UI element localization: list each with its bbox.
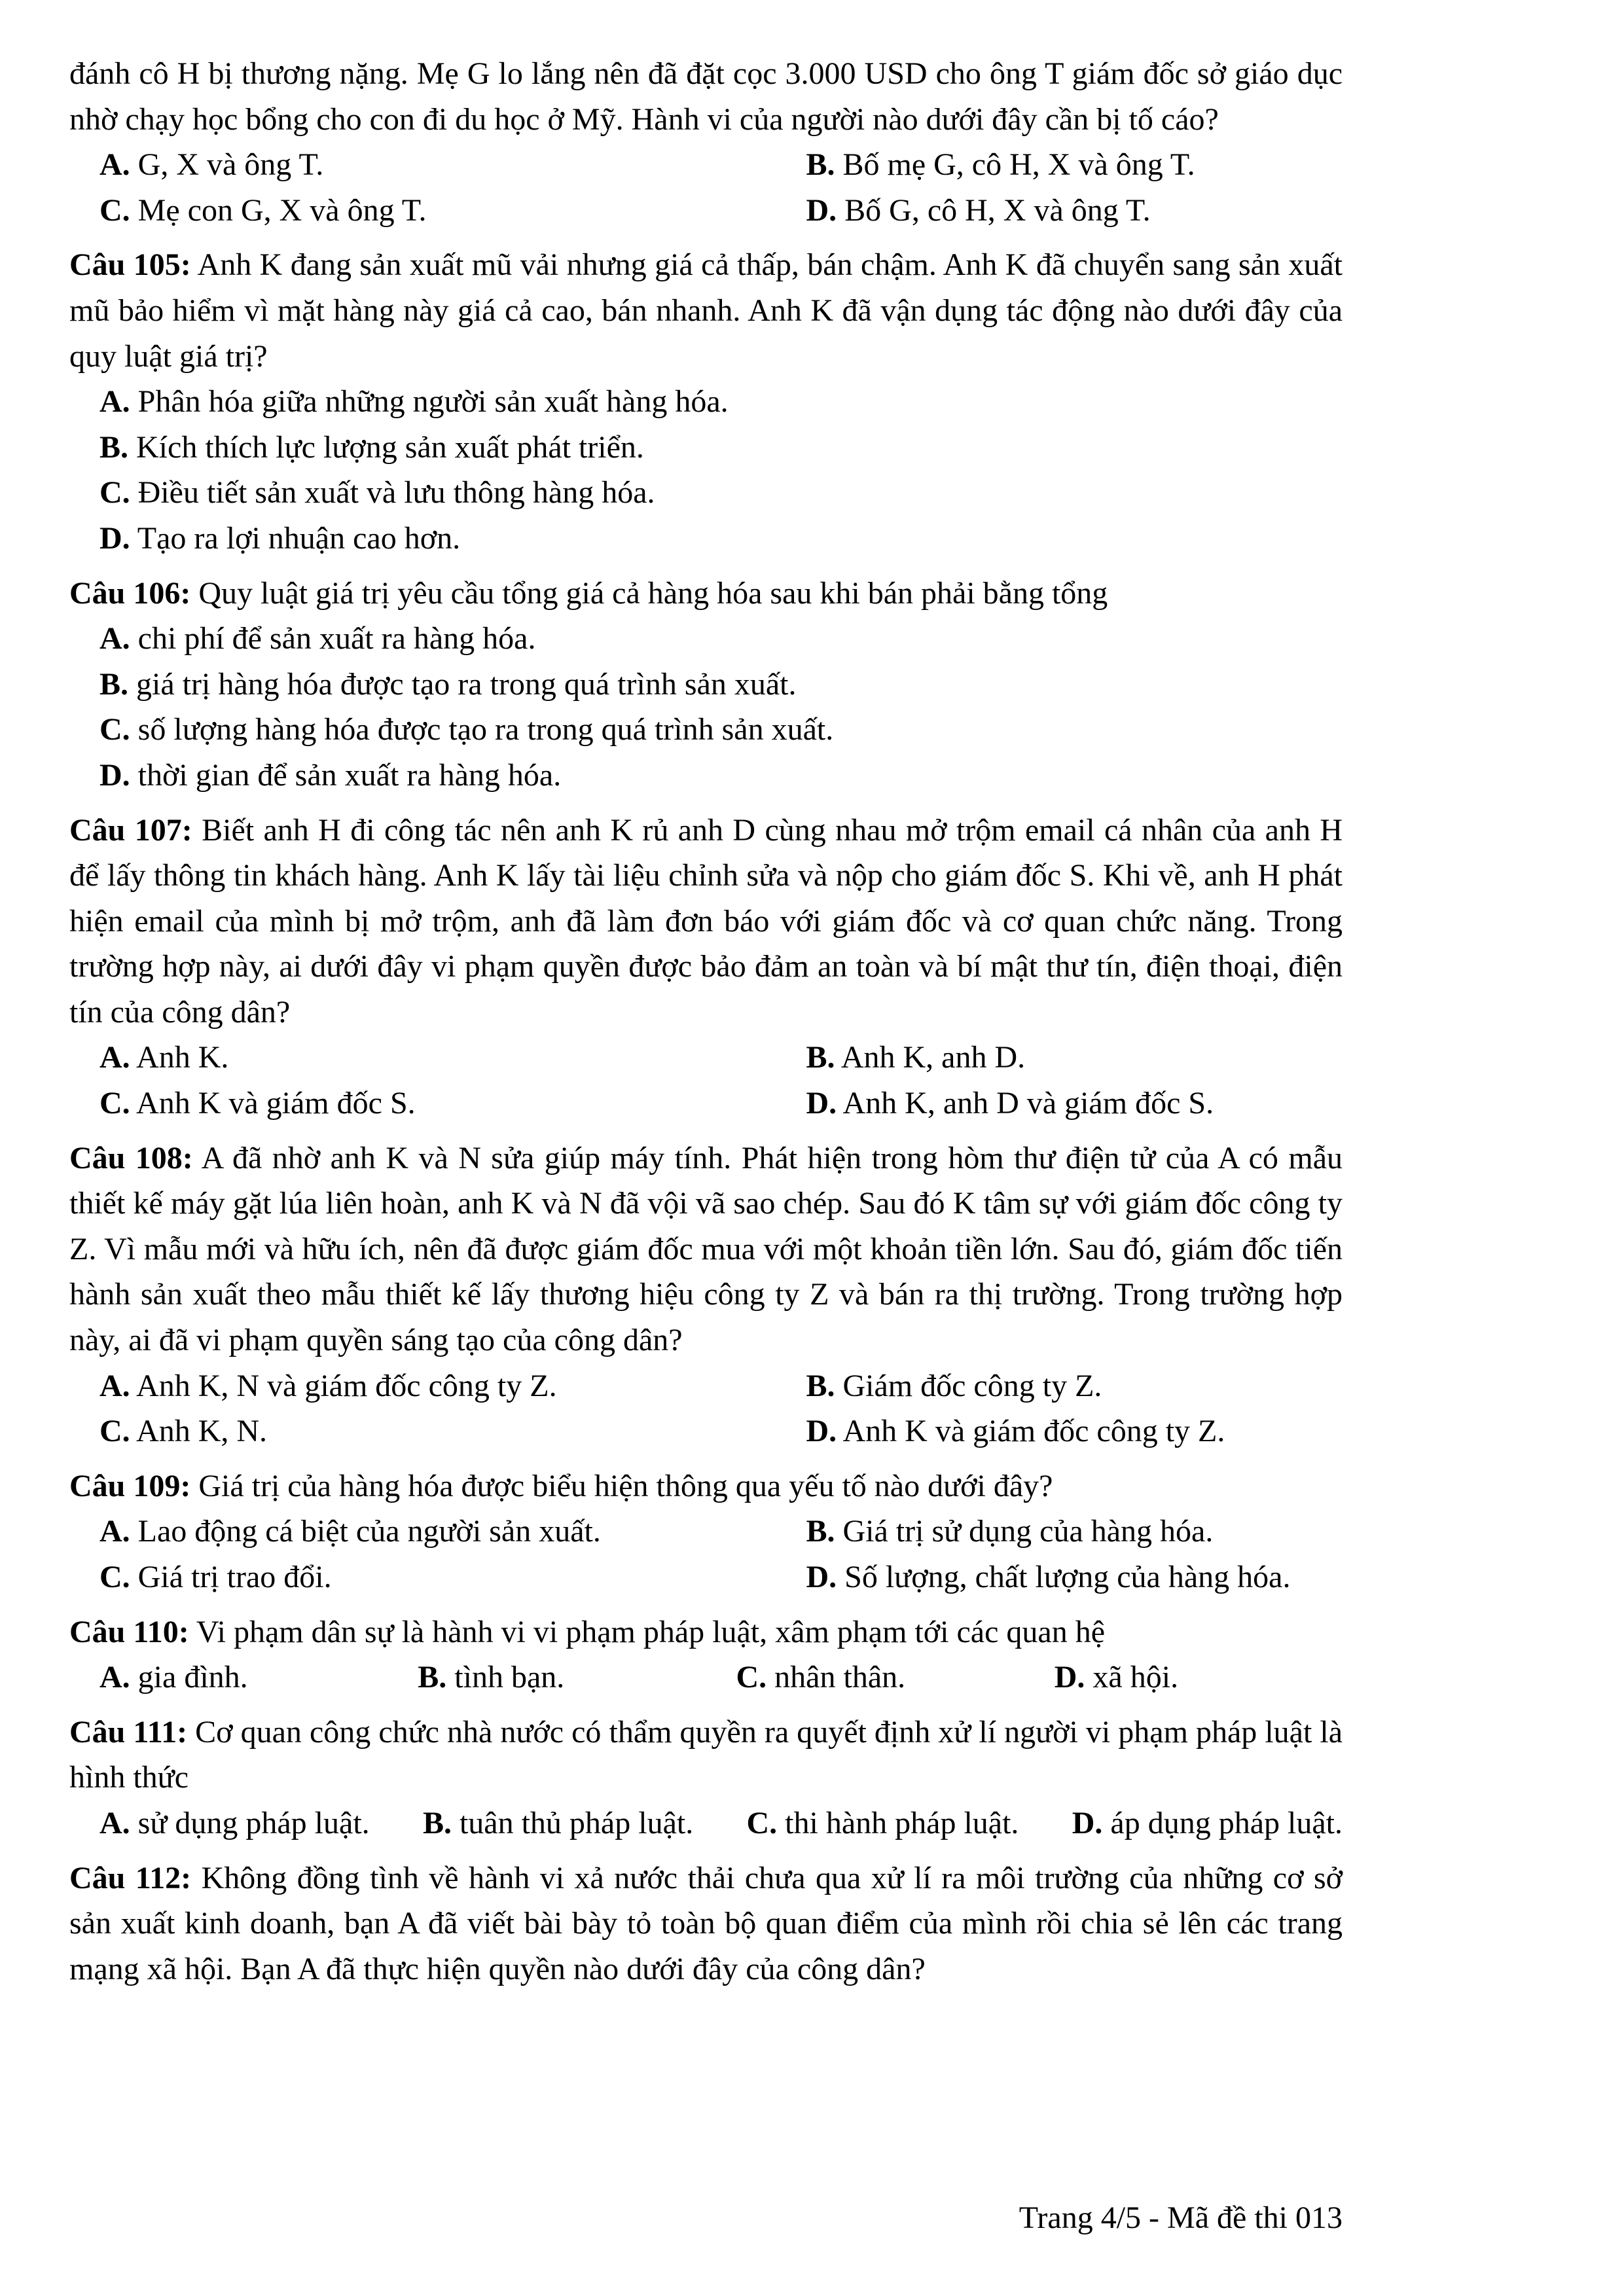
- question-number: Câu 106:: [69, 575, 191, 611]
- option-letter: A.: [99, 1368, 130, 1403]
- option-letter: A.: [99, 1040, 130, 1075]
- option-text: thời gian để sản xuất ra hàng hóa.: [130, 757, 562, 793]
- question-number: Câu 110:: [69, 1614, 189, 1649]
- answer-option: [69, 662, 1343, 708]
- option-text: G, X và ông T.: [130, 147, 324, 183]
- option-text: Phân hóa giữa những người sản xuất hàng hóa.: [130, 384, 729, 420]
- option-letter: C.: [736, 1660, 767, 1695]
- option-text: Bố mẹ G, cô H, X và ông T.: [835, 147, 1195, 183]
- question-statement: Quy luật giá trị yêu cầu tổng giá cả hàng hóa sau khi bán phải bằng tổng: [190, 575, 1108, 611]
- option-letter: D.: [806, 1086, 837, 1121]
- option-letter: A.: [99, 147, 130, 183]
- option-letter: A.: [99, 621, 130, 656]
- answer-option: [69, 379, 1343, 425]
- answer-option: [69, 1509, 776, 1554]
- option-text: Điều tiết sản xuất và lưu thông hàng hóa.: [130, 475, 655, 511]
- option-text: nhân thân.: [767, 1660, 906, 1695]
- options-group: [69, 616, 1343, 798]
- question-block: [69, 1136, 1343, 1454]
- answer-option: [706, 1655, 1024, 1700]
- option-letter: D.: [806, 1560, 837, 1594]
- option-text: Giám đốc công ty Z.: [835, 1368, 1102, 1403]
- answer-option: [69, 707, 1343, 753]
- option-letter: B.: [806, 1040, 835, 1075]
- question-text: [69, 1463, 1343, 1509]
- option-text: xã hội.: [1085, 1660, 1179, 1695]
- option-text: Anh K và giám đốc công ty Z.: [837, 1414, 1225, 1449]
- answer-option: [776, 188, 1343, 234]
- option-letter: A.: [99, 1514, 130, 1549]
- option-letter: C.: [99, 1086, 130, 1121]
- option-letter: B.: [806, 1368, 835, 1403]
- option-text: chi phí để sản xuất ra hàng hóa.: [130, 621, 536, 656]
- option-text: gia đình.: [130, 1660, 248, 1695]
- options-group: [69, 1801, 1343, 1846]
- answer-option: [388, 1655, 706, 1700]
- question-block: [69, 1609, 1343, 1700]
- option-letter: D.: [99, 757, 130, 793]
- option-text: Kích thích lực lượng sản xuất phát triển.: [128, 429, 644, 465]
- option-letter: C.: [99, 192, 130, 228]
- question-block: [69, 571, 1343, 798]
- question-number: Câu 109:: [69, 1468, 191, 1503]
- option-text: Anh K.: [130, 1040, 229, 1075]
- answer-option: [776, 1408, 1343, 1454]
- option-letter: B.: [418, 1660, 447, 1695]
- answer-option: [776, 1554, 1343, 1600]
- option-text: số lượng hàng hóa được tạo ra trong quá trình sản xuất.: [130, 712, 834, 747]
- question-number: Câu 105:: [69, 247, 191, 283]
- question-statement: Không đồng tình về hành vi xả nước thải chưa qua xử lí ra môi trường của những cơ sở sản xuất kinh doanh, bạn A đã viết bài bày tỏ toàn bộ quan điểm của mình rồi chia sẻ lên các trang mạng xã hội. Bạn A đã thực hiện quyền nào dưới đây của công dân?: [69, 1860, 1343, 1986]
- option-text: Mẹ con G, X và ông T.: [130, 192, 427, 228]
- question-number: Câu 108:: [69, 1140, 193, 1175]
- question-text: [69, 571, 1343, 617]
- option-letter: B.: [99, 666, 129, 702]
- answer-option: [776, 1081, 1343, 1126]
- option-text: Anh K và giám đốc S.: [130, 1086, 416, 1121]
- option-text: Anh K, N và giám đốc công ty Z.: [130, 1368, 557, 1403]
- option-text: Anh K, anh D.: [835, 1040, 1026, 1075]
- question-statement: Vi phạm dân sự là hành vi vi phạm pháp luật, xâm phạm tới các quan hệ: [189, 1614, 1105, 1649]
- answer-option: [747, 1801, 1019, 1846]
- answer-option: [69, 142, 776, 188]
- question-block: [69, 1856, 1343, 1992]
- option-letter: C.: [99, 1414, 130, 1449]
- option-letter: C.: [99, 712, 130, 747]
- options-group: [69, 1363, 1343, 1454]
- option-text: thi hành pháp luật.: [777, 1805, 1019, 1840]
- question-block: [69, 1463, 1343, 1600]
- option-text: Lao động cá biệt của người sản xuất.: [130, 1514, 601, 1549]
- answer-option: [69, 1035, 776, 1081]
- option-letter: A.: [99, 1660, 130, 1695]
- answer-option: [69, 753, 1343, 798]
- option-letter: C.: [746, 1805, 778, 1840]
- option-text: Anh K, N.: [130, 1414, 268, 1449]
- question-block: [69, 51, 1343, 233]
- question-statement: đánh cô H bị thương nặng. Mẹ G lo lắng nên đã đặt cọc 3.000 USD cho ông T giám đốc sở giáo dục nhờ chạy học bổng cho con đi du học ở Mỹ. Hành vi của người nào dưới đây cần bị tố cáo?: [69, 56, 1343, 137]
- answer-option: [69, 616, 1343, 662]
- question-text: [69, 1136, 1343, 1363]
- option-letter: A.: [99, 384, 130, 420]
- option-letter: D.: [99, 520, 130, 556]
- question-number: Câu 112:: [69, 1860, 192, 1895]
- option-text: Giá trị sử dụng của hàng hóa.: [835, 1514, 1214, 1549]
- option-letter: B.: [806, 1514, 835, 1549]
- answer-option: [99, 1801, 370, 1846]
- option-letter: A.: [99, 1805, 130, 1840]
- answer-option: [776, 1035, 1343, 1081]
- question-text: [69, 1609, 1343, 1655]
- answer-option: [69, 188, 776, 234]
- answer-option: [69, 425, 1343, 471]
- question-text: [69, 1856, 1343, 1992]
- options-group: [69, 1509, 1343, 1600]
- question-statement: Cơ quan công chức nhà nước có thẩm quyền ra quyết định xử lí người vi phạm pháp luật là hình thức: [69, 1714, 1343, 1795]
- answer-option: [1072, 1801, 1343, 1846]
- option-text: giá trị hàng hóa được tạo ra trong quá trình sản xuất.: [128, 666, 797, 702]
- question-text: [69, 51, 1343, 142]
- question-list: [69, 51, 1343, 1992]
- options-group: [69, 1655, 1343, 1700]
- option-letter: D.: [806, 1414, 837, 1449]
- option-text: Giá trị trao đổi.: [130, 1560, 332, 1594]
- question-number: Câu 107:: [69, 812, 192, 848]
- question-text: [69, 1710, 1343, 1801]
- option-text: sử dụng pháp luật.: [130, 1805, 370, 1840]
- option-text: Bố G, cô H, X và ông T.: [837, 192, 1151, 228]
- answer-option: [423, 1801, 693, 1846]
- option-text: Anh K, anh D và giám đốc S.: [837, 1086, 1214, 1121]
- page-footer: Trang 4/5 - Mã đề thi 013: [1019, 2200, 1343, 2236]
- option-letter: B.: [99, 429, 129, 465]
- answer-option: [69, 1408, 776, 1454]
- answer-option: [69, 1081, 776, 1126]
- question-block: [69, 242, 1343, 561]
- answer-option: [69, 1363, 776, 1409]
- option-letter: B.: [806, 147, 835, 183]
- answer-option: [69, 470, 1343, 516]
- answer-option: [776, 142, 1343, 188]
- answer-option: [1024, 1655, 1343, 1700]
- answer-option: [69, 516, 1343, 562]
- question-block: [69, 808, 1343, 1126]
- question-number: Câu 111:: [69, 1714, 188, 1749]
- question-text: [69, 242, 1343, 379]
- options-group: [69, 1035, 1343, 1126]
- answer-option: [69, 1554, 776, 1600]
- options-group: [69, 379, 1343, 561]
- option-letter: D.: [806, 192, 837, 228]
- question-statement: Anh K đang sản xuất mũ vải nhưng giá cả thấp, bán chậm. Anh K đã chuyển sang sản xuất mũ bảo hiểm vì mặt hàng này giá cả cao, bán nhanh. Anh K đã vận dụng tác động nào dưới đây của quy luật giá trị?: [69, 247, 1343, 374]
- option-text: Số lượng, chất lượng của hàng hóa.: [837, 1560, 1291, 1594]
- answer-option: [776, 1363, 1343, 1409]
- answer-option: [776, 1509, 1343, 1554]
- option-letter: D.: [1072, 1805, 1103, 1840]
- question-statement: Giá trị của hàng hóa được biểu hiện thông qua yếu tố nào dưới đây?: [190, 1468, 1053, 1503]
- option-letter: C.: [99, 1560, 130, 1594]
- options-group: [69, 142, 1343, 233]
- question-block: [69, 1710, 1343, 1846]
- option-text: Tạo ra lợi nhuận cao hơn.: [130, 520, 461, 556]
- question-statement: A đã nhờ anh K và N sửa giúp máy tính. Phát hiện trong hòm thư điện tử của A có mẫu thiết kế máy gặt lúa liên hoàn, anh K và N đã vội vã sao chép. Sau đó K tâm sự với giám đốc công ty Z. Vì mẫu mới và hữu ích, nên đã được giám đốc mua với một khoản tiền lớn. Sau đó, giám đốc tiến hành sản xuất theo mẫu thiết kế lấy thương hiệu công ty Z và bán ra thị trường. Trong trường hợp này, ai đã vi phạm quyền sáng tạo của công dân?: [69, 1140, 1343, 1358]
- option-text: áp dụng pháp luật.: [1102, 1805, 1343, 1840]
- option-letter: B.: [422, 1805, 452, 1840]
- question-text: [69, 808, 1343, 1035]
- question-statement: Biết anh H đi công tác nên anh K rủ anh D cùng nhau mở trộm email cá nhân của anh H để lấy thông tin khách hàng. Anh K lấy tài liệu chỉnh sửa và nộp cho giám đốc S. Khi về, anh H phát hiện email của mình bị mở trộm, anh đã làm đơn báo với giám đốc và cơ quan chức năng. Trong trường hợp này, ai dưới đây vi phạm quyền được bảo đảm an toàn và bí mật thư tín, điện thoại, điện tín của công dân?: [69, 812, 1343, 1030]
- answer-option: [69, 1655, 388, 1700]
- option-text: tình bạn.: [446, 1660, 565, 1695]
- option-letter: C.: [99, 475, 130, 511]
- option-text: tuân thủ pháp luật.: [451, 1805, 694, 1840]
- option-letter: D.: [1054, 1660, 1085, 1695]
